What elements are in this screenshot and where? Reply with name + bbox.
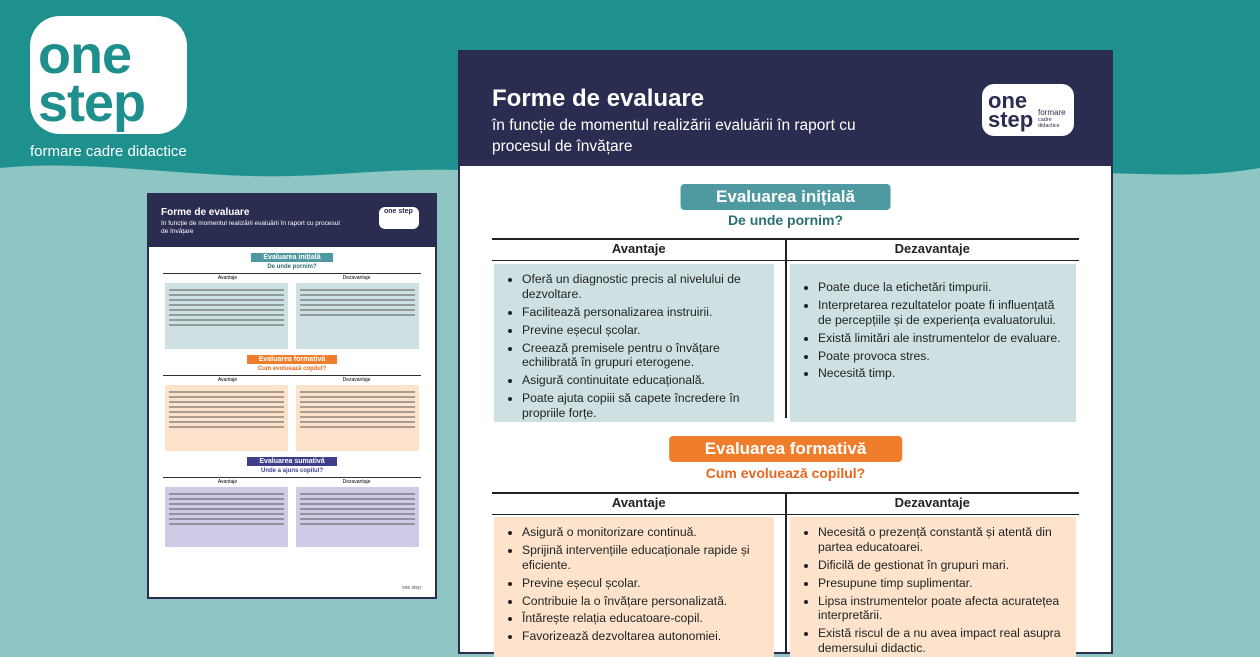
list-item: • Necesită timp. [818,366,1064,381]
list-item: • Întărește relația educatoare-copil. [522,611,762,626]
list-item: • Poate duce la etichetări timpurii. [818,280,1064,295]
section-formative-title: Evaluarea formativă [669,436,903,462]
list-item: • Dificilă de gestionat în grupuri mari. [818,558,1064,573]
list-item: • Presupune timp suplimentar. [818,576,1064,591]
logo-one-text: one [38,25,132,85]
thumbnail-col-right: Dezavantaje [342,479,371,485]
thumbnail-box [296,385,419,451]
thumbnail-box [296,283,419,349]
col-header-disadvantages: Dezavantaje [894,495,970,510]
list-item: • Există riscul de a nu avea impact real asupra demersului didactic. [818,626,1064,656]
thumbnail-boxes [165,385,419,451]
section-initial-question: De unde pornim? [727,212,844,228]
initial-disadvantages-box [790,264,1076,422]
list-item: • Poate ajuta copiii să capete încredere în propriile forțe. [522,391,762,421]
thumbnail-box [165,487,288,547]
initial-disadvantages-list [804,280,1064,381]
section-formative-question: Cum evoluează copilul? [705,465,866,481]
thumbnail-boxes [165,487,419,547]
list-item: • Previne eșecul școlar. [522,323,762,338]
section-formative-columns [492,492,1079,516]
thumbnail-section-title: Evaluarea inițială [251,253,332,262]
thumbnail-box [296,487,419,547]
section-initial-columns [492,238,1079,262]
col-header-disadvantages: Dezavantaje [894,241,970,256]
brand-tagline: formare cadre didactice [30,143,187,160]
col-header-advantages: Avantaje [611,241,666,256]
thumbnail-header [149,195,435,247]
thumbnail-col-right: Dezavantaje [342,275,371,281]
list-item: • Previne eșecul școlar. [522,576,762,591]
column-divider [785,494,787,654]
column-divider [785,240,787,418]
thumbnail-section-formative [149,355,435,364]
thumbnail-logo: one step [379,207,419,229]
thumbnail-section-title: Evaluarea formativă [247,355,338,364]
initial-advantages-list [508,272,762,421]
list-item: • Oferă un diagnostic precis al nivelului de dezvoltare. [522,272,762,302]
list-item: • Sprijină intervențiile educaționale rapide și eficiente. [522,543,762,573]
document-header [460,52,1111,166]
document-logo [982,84,1074,136]
thumbnail-section-title: Evaluarea sumativă [247,457,336,466]
thumbnail-col-right: Dezavantaje [342,377,371,383]
list-item: • Poate provoca stres. [818,349,1064,364]
thumbnail-section-summative [149,457,435,466]
thumbnail-title: Forme de evaluare [161,207,250,218]
formative-advantages-box [494,517,774,657]
thumbnail-question: Cum evoluează copilul? [257,366,327,372]
document-thumbnail[interactable] [149,195,435,597]
doc-logo-cadre: cadre didactice [1038,117,1060,130]
thumbnail-question: De unde pornim? [267,264,317,270]
column-underline [492,514,1079,515]
list-item: • Favorizează dezvoltarea autonomiei. [522,629,762,644]
thumbnail-footer: one step [401,585,421,591]
list-item: • Asigură o monitorizare continuă. [522,525,762,540]
column-underline [492,260,1079,261]
doc-logo-formare: formare [1038,108,1066,117]
list-item: • Există limitări ale instrumentelor de evaluare. [818,331,1064,346]
doc-logo-step: step [988,107,1034,132]
thumbnail-question: Unde a ajuns copilul? [260,468,323,474]
list-item: • Asigură continuitate educațională. [522,373,762,388]
doc-logo-one: one [988,88,1028,113]
formative-disadvantages-box [790,517,1076,657]
list-item: • Facilitează personalizarea instruirii. [522,305,762,320]
section-initial-title: Evaluarea inițială [680,184,891,210]
thumbnail-box [165,283,288,349]
list-item: • Creează premisele pentru o învățare echilibrată în grupuri eterogene. [522,341,762,371]
thumbnail-subtitle: în funcție de momentul realizării evaluării în raport cu procesul de învățare [161,220,340,236]
thumbnail-boxes [165,283,419,349]
col-header-advantages: Avantaje [611,495,666,510]
thumbnail-columns [163,477,421,485]
logo-step-text: step [38,73,146,133]
list-item: • Necesită o prezență constantă și atentă din partea educatoarei. [818,525,1064,555]
initial-advantages-box [494,264,774,422]
thumbnail-columns [163,375,421,383]
formative-disadvantages-list [804,525,1064,656]
document-page [460,52,1111,656]
document-subtitle: în funcție de momentul realizării evaluării în raport cu procesul de învățare [492,117,856,155]
thumbnail-col-left: Avantaje [217,275,238,281]
thumbnail-col-left: Avantaje [217,479,238,485]
thumbnail-col-left: Avantaje [217,377,238,383]
list-item: • Interpretarea rezultatelor poate fi influențată de percepțiile și de experiența evaluatorului. [818,298,1064,328]
thumbnail-columns [163,273,421,281]
thumbnail-box [165,385,288,451]
formative-advantages-list [508,525,762,644]
list-item: • Contribuie la o învățare personalizată. [522,594,762,609]
thumbnail-section-initial [149,253,435,262]
document-title: Forme de evaluare [492,85,705,112]
list-item: • Lipsa instrumentelor poate afecta acuratețea interpretării. [818,594,1064,624]
